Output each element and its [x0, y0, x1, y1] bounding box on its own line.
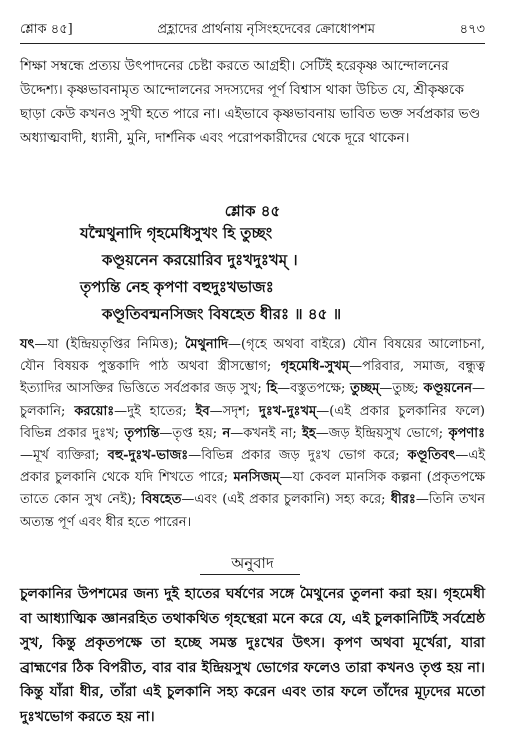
- synonym-meaning: —যা (ইন্দ্রিয়তৃপ্তির নিমিত্ত);: [34, 337, 186, 352]
- synonym-term: মৈথুনাদি: [185, 337, 228, 352]
- synonym-meaning: —তিনি তখন অত্যন্ত পূর্ণ এবং ধীর হতে পারেন।: [20, 492, 485, 530]
- synonym-meaning: —এবং (এই প্রকার চুলকানি) সহ্য করে;: [181, 492, 391, 508]
- synonym-meaning: —মূর্খ ব্যক্তিরা;: [20, 448, 108, 464]
- verse-line: তৃপ্যন্তি নেহ কৃপণা বহুদুঃখভাজঃ: [80, 278, 274, 296]
- synonym-meaning: —বস্তুতপক্ষে;: [277, 381, 351, 397]
- translation-heading-underline: [200, 574, 300, 575]
- synonym-term: ইব: [195, 403, 210, 419]
- synonym-term: করয়োঃ: [74, 403, 115, 419]
- synonym-meaning: —এই প্রকার চুলকানি থেকে যদি শিখতে পারে;: [20, 448, 485, 486]
- page-number: ৪৭৩: [459, 22, 485, 37]
- synonym-meaning: —কখনই না;: [230, 425, 303, 441]
- header-chapter-title: প্রহ্লাদের প্রার্থনায় নৃসিংহদেবের ক্রোধোপশম: [157, 22, 375, 37]
- synonym-term: দুঃখ-দুঃখম্: [259, 403, 317, 419]
- header-divider: [20, 43, 485, 44]
- synonym-meaning: —তুচ্ছ;: [379, 381, 424, 397]
- synonym-meaning: —তৃপ্ত হয়;: [159, 425, 223, 441]
- synonym-term: ইহ: [302, 425, 316, 441]
- synonym-term: কণ্ডূয়নেন: [423, 381, 473, 397]
- synonym-meaning: —দুই হাতের;: [114, 403, 196, 419]
- verse-line: কণ্ডূতিবন্মনসিজং বিষহেত ধীরঃ ॥ ৪৫ ॥: [102, 305, 342, 323]
- synonym-term: যৎ: [20, 337, 35, 352]
- synonym-meaning: —পরিবার, সমাজ, বন্ধুত্ব ইত্যাদির আসক্তির ভিত্তিতে সর্বপ্রকার জড় সুখ;: [20, 359, 485, 397]
- synonym-meaning: —সদৃশ;: [209, 403, 259, 419]
- verse-line: কণ্ডূয়নেন করয়োরিব দুঃখদুঃখম্ ।: [102, 251, 298, 269]
- synonym-term: কৃপণাঃ: [448, 425, 485, 441]
- purport-paragraph: শিক্ষা সম্বন্ধে প্রত্যয় উৎপাদনের চেষ্টা করতে আগ্রহী। সেটিই হরেকৃষ্ণ আন্দোলনের উদ্দেশ্য। কৃষ্ণভাবনামৃত আন্দোলনের সদস্যদের পূর্ণ বিশ্বাস থাকা উচিত যে, শ্রীকৃষ্ণকে ছাড়া কেউ কখনও সুখী হতে পারে না। এইভাবে কৃষ্ণভাবনায় ভাবিত ভক্ত সর্বপ্রকার ভণ্ড অধ্যাত্মবাদী, ধ্যানী, মুনি, দার্শনিক এবং পরোপকারীদের থেকে দূরে থাকেন।: [20, 58, 481, 146]
- purport-continuation: [20, 54, 485, 150]
- synonym-term: বিষহেত: [141, 492, 182, 508]
- synonym-term: তুচ্ছম্: [350, 381, 380, 397]
- running-header: [20, 18, 485, 42]
- word-synonyms: [20, 334, 485, 534]
- synonym-term: হি: [266, 381, 278, 397]
- header-verse-ref: শ্লোক ৪৫]: [20, 22, 73, 37]
- synonym-term: ন: [222, 425, 231, 441]
- synonym-term: মনসিজম্: [233, 470, 280, 486]
- synonym-term: কণ্ডূতিবৎ: [407, 448, 456, 464]
- synonym-term: বহু-দুঃখ-ভাজঃ: [107, 448, 189, 464]
- synonym-meaning: —(গৃহে অথবা বাইরে) যৌন বিষয়ের আলোচনা, যৌন বিষয়ক পুস্তকাদি পাঠ অথবা স্ত্রীসম্ভোগ;: [20, 337, 485, 375]
- synonym-term: তৃপ্যন্তি: [124, 425, 160, 441]
- verse-line: যন্মৈথুনাদি গৃহমেধিসুখং হি তুচ্ছং: [80, 224, 273, 242]
- synonym-meaning: —বিভিন্ন প্রকার জড় দুঃখ ভোগ করে;: [188, 448, 408, 464]
- synonym-term: গৃহমেধি-সুখম্: [280, 359, 350, 375]
- synonym-meaning: —যা কেবল মানসিক কল্পনা (প্রকৃতপক্ষে তাতে কোন সুখ নেই);: [20, 470, 485, 508]
- translation-heading: অনুবাদ: [231, 554, 274, 572]
- synonym-meaning: —জড় ইন্দ্রিয়সুখ ভোগে;: [315, 425, 449, 441]
- sanskrit-verse: [80, 220, 475, 328]
- verse-number-heading: শ্লোক ৪৫: [224, 202, 281, 220]
- synonym-meaning: —(এই প্রকার চুলকানির ফলে) বিভিন্ন প্রকার দুঃখ;: [20, 403, 485, 441]
- translation-text: চুলকানির উপশমের জন্য দুই হাতের ঘর্ষণের সঙ্গে মৈথুনের তুলনা করা হয়। গৃহমেধী বা আধ্যাত্মিক জ্ঞানরহিত তথাকথিত গৃহস্থেরা মনে করে যে, এই চুলকানিটিই সর্বশ্রেষ্ঠ সুখ, কিন্তু প্রকৃতপক্ষে তা হচ্ছে সমস্ত দুঃখের উৎস। কৃপণ অথবা মূর্খেরা, যারা ব্রাহ্মণের ঠিক বিপরীত, বার বার ইন্দ্রিয়সুখ ভোগের ফলেও তারা কখনও তৃপ্ত হয় না। কিন্তু যাঁরা ধীর, তাঁরা এই চুলকানি সহ্য করেন এবং তার ফলে তাঁদের মূঢ়দের মতো দুঃখভোগ করতে হয় না।: [20, 586, 485, 725]
- synonym-meaning: —চুলকানি;: [20, 381, 486, 419]
- synonym-term: ধীরঃ: [390, 492, 416, 508]
